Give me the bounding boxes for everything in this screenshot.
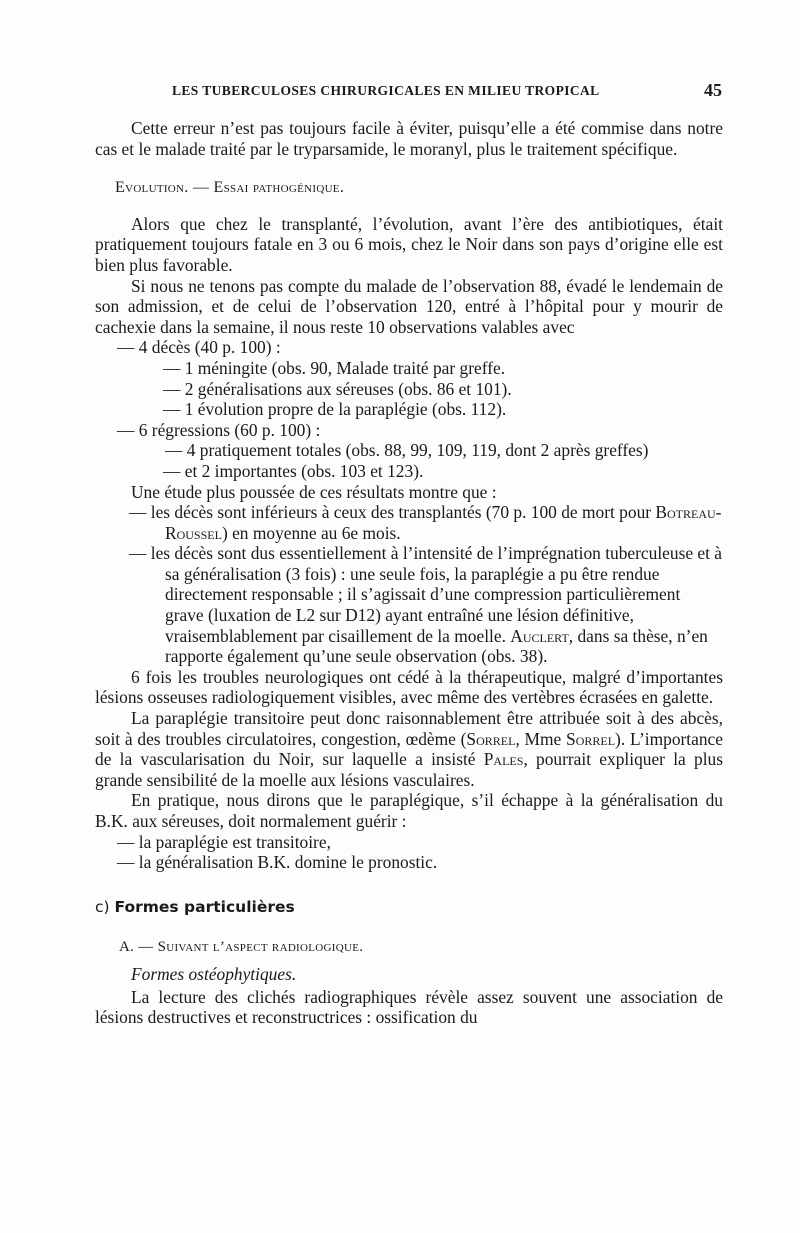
running-title: LES TUBERCULOSES CHIRURGICALES EN MILIEU TROPICAL (172, 83, 600, 98)
section-heading: Evolution. — Essai pathogénique. (115, 179, 345, 197)
list-item: — 1 méningite (obs. 90, Malade traité par greffe. (163, 357, 506, 378)
list-item: — 4 pratiquement totales (obs. 88, 99, 109, 119, dont 2 après greffes) (165, 440, 649, 461)
paragraph: Cette erreur n’est pas toujours facile à éviter, puisqu’elle a été commise dans notre cas et le malade traité par le tryparsamide, le moranyl, plus le traitement spécifique. (95, 118, 723, 159)
paragraph: Une étude plus poussée de ces résultats montre que : (131, 481, 497, 502)
paragraph: La paraplégie transitoire peut donc raisonnablement être attribuée soit à des abcès, soit à des troubles circulatoires, congestion, œdème (Sorrel, Mme Sorrel). L’importance de la vascularisation du Noir, sur laquelle a insisté Pales, pourrait expliquer la plus grande sensibilité de la moelle aux lésions vasculaires. (95, 708, 723, 790)
author-name: Botreau-Roussel (165, 502, 722, 543)
list-head: — 6 régressions (60 p. 100) : (117, 419, 321, 440)
section-heading-c: c) Formes particulières (95, 897, 295, 916)
page-number: 45 (704, 80, 722, 100)
list-head: — 4 décès (40 p. 100) : (117, 337, 281, 358)
paragraph: Alors que chez le transplanté, l’évolution, avant l’ère des antibiotiques, était pratiquement toujours fatale en 3 ou 6 mois, chez le Noir dans son pays d’origine elle est bien plus favorable. (95, 213, 723, 275)
list-item: — les décès sont inférieurs à ceux des transplantés (70 p. 100 de mort pour Botreau-Roussel) en moyenne au 6e mois. (129, 502, 722, 543)
page-body (95, 118, 723, 1028)
list-item: — la paraplégie est transitoire, (117, 831, 331, 852)
running-header (172, 80, 722, 100)
list-item: — et 2 importantes (obs. 103 et 123). (163, 460, 424, 481)
author-name: Pales (483, 749, 524, 770)
list-item: — 1 évolution propre de la paraplégie (obs. 112). (163, 399, 507, 420)
paragraph: En pratique, nous dirons que le paraplégique, s’il échappe à la généralisation du B.K. aux séreuses, doit normalement guérir : (95, 790, 723, 831)
author-name: Sorrel (566, 728, 616, 749)
author-name: Auclert (510, 625, 569, 646)
subsection-heading: A. — Suivant l’aspect radiologique. (119, 939, 364, 956)
list-item: — 2 généralisations aux séreuses (obs. 86 et 101). (163, 378, 512, 399)
paragraph: 6 fois les troubles neurologiques ont cédé à la thérapeutique, malgré d’importantes lésions osseuses radiologiquement visibles, avec même des vertèbres écrasées en galette. (95, 666, 723, 708)
italic-heading: Formes ostéophytiques. (131, 963, 297, 984)
author-name: Sorrel (466, 728, 516, 749)
paragraph: Si nous ne tenons pas compte du malade de l’observation 88, évadé le lendemain de son admission, et de celui de l’observation 120, entré à l’hôpital pour y mourir de cachexie dans la semaine, il nous reste 10 observations valables avec (95, 275, 723, 337)
paragraph: La lecture des clichés radiographiques révèle assez souvent une association de lésions destructives et reconstructrices : ossification du (95, 986, 723, 1028)
list-item: — la généralisation B.K. domine le pronostic. (117, 852, 438, 873)
list-item: — les décès sont dus essentiellement à l’intensité de l’imprégnation tuberculeuse et à sa généralisation (3 fois) : une seule fois, la paraplégie a pu être rendue directement responsable ; il s’agissait d’une compression particulièrement grave (luxation de L2 sur D12) ayant entraîné une lésion définitive, vraisemblablement par cisaillement de la moelle. Auclert, dans sa thèse, n’en rapporte également qu’une seule observation (obs. 38). (129, 543, 723, 667)
